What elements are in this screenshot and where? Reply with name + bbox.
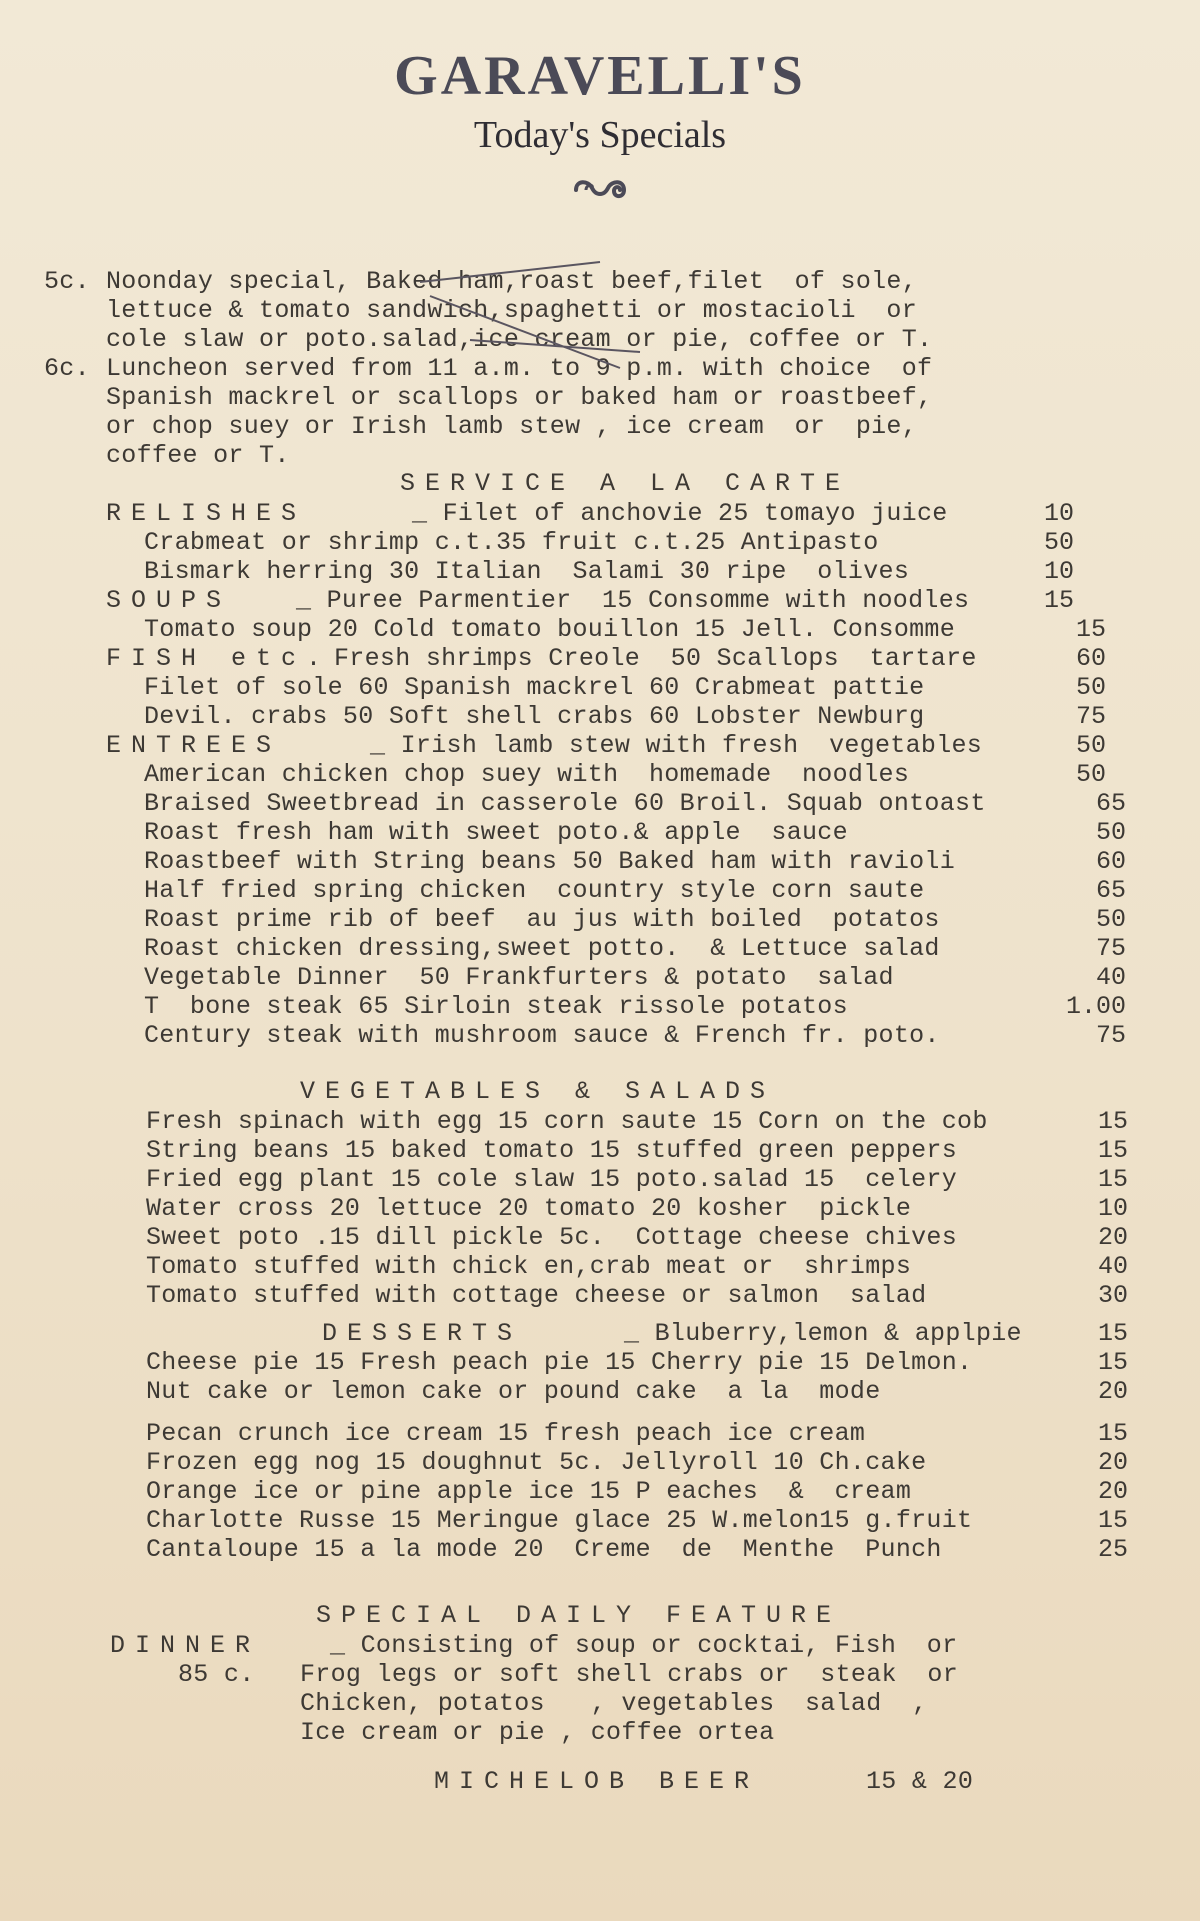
menu-item: Half fried spring chicken country style corn saute — [144, 876, 925, 905]
luncheon-line: Luncheon served from 11 a.m. to 9 p.m. with choice of — [106, 354, 933, 383]
menu-item: Frozen egg nog 15 doughnut 5c. Jellyroll 10 Ch.cake — [146, 1448, 927, 1477]
menu-item: Filet of sole 60 Spanish mackrel 60 Crabmeat pattie — [144, 673, 925, 702]
menu-item: T bone steak 65 Sirloin steak rissole potatos — [144, 992, 848, 1021]
section-label-entrees: ENTREES — [106, 731, 282, 760]
item-price: 15 — [1097, 1419, 1128, 1448]
feature-line: Chicken, potatos , vegetables salad , — [300, 1689, 928, 1718]
noonday-line: cole slaw or poto.salad,ice cream or pie, coffee or T. — [106, 325, 933, 354]
feature-line: Frog legs or soft shell crabs or steak or — [300, 1660, 959, 1689]
menu-item: Tomato stuffed with chick en,crab meat or shrimps — [146, 1252, 912, 1281]
menu-item: Tomato stuffed with cottage cheese or salmon salad — [146, 1281, 927, 1310]
menu-item: _ Filet of anchovie 25 tomayo juice — [412, 499, 948, 528]
section-label-fish: FISH etc. — [106, 644, 332, 673]
luncheon-price: 6c. — [44, 354, 90, 383]
item-price: 60 — [1075, 644, 1106, 673]
item-price: 25 — [1097, 1535, 1128, 1564]
item-price: 75 — [1075, 702, 1106, 731]
restaurant-name: GARAVELLI'S — [394, 45, 806, 107]
menu-item: Roast chicken dressing,sweet potto. & Lettuce salad — [144, 934, 940, 963]
menu-item: Century steak with mushroom sauce & French fr. poto. — [144, 1021, 940, 1050]
item-price: 65 — [1095, 789, 1126, 818]
menu-item: Pecan crunch ice cream 15 fresh peach ice cream — [146, 1419, 866, 1448]
noonday-line: lettuce & tomato sandwich,spaghetti or mostacioli or — [106, 296, 918, 325]
menu-item: Tomato soup 20 Cold tomato bouillon 15 Jell. Consomme — [144, 615, 956, 644]
feature-price: 85 c. — [178, 1660, 255, 1689]
item-price: 15 — [1075, 615, 1106, 644]
feature-label: DINNER — [110, 1631, 261, 1660]
item-price: 50 — [1095, 818, 1126, 847]
item-price: 75 — [1095, 934, 1126, 963]
menu-item: Cantaloupe 15 a la mode 20 Creme de Menthe Punch — [146, 1535, 942, 1564]
feature-line: Ice cream or pie , coffee ortea — [300, 1718, 775, 1747]
menu-subtitle: Today's Specials — [473, 114, 727, 156]
item-price: 15 — [1097, 1506, 1128, 1535]
menu-item: Vegetable Dinner 50 Frankfurters & potato salad — [144, 963, 894, 992]
menu-item: Orange ice or pine apple ice 15 P eaches & cream — [146, 1477, 912, 1506]
luncheon-line: coffee or T. — [106, 441, 290, 470]
section-label-soups: SOUPS — [106, 586, 232, 615]
luncheon-line: or chop suey or Irish lamb stew , ice cream or pie, — [106, 412, 918, 441]
beer-label: MICHELOB BEER — [434, 1767, 760, 1796]
menu-item: String beans 15 baked tomato 15 stuffed green peppers — [146, 1136, 958, 1165]
menu-item: Devil. crabs 50 Soft shell crabs 60 Lobster Newburg — [144, 702, 925, 731]
menu-item: _ Irish lamb stew with fresh vegetables — [370, 731, 983, 760]
item-price: 60 — [1095, 847, 1126, 876]
section-label-relishes: RELISHES — [106, 499, 307, 528]
menu-item: Fresh spinach with egg 15 corn saute 15 Corn on the cob — [146, 1107, 988, 1136]
menu-item: Cheese pie 15 Fresh peach pie 15 Cherry pie 15 Delmon. — [146, 1348, 973, 1377]
menu-item: Sweet poto .15 dill pickle 5c. Cottage cheese chives — [146, 1223, 958, 1252]
item-price: 20 — [1097, 1223, 1128, 1252]
item-price: 50 — [1075, 731, 1106, 760]
menu-item: Bismark herring 30 Italian Salami 30 ripe olives — [144, 557, 910, 586]
menu-item: _ Puree Parmentier 15 Consomme with noodles — [296, 586, 970, 615]
item-price: 50 — [1075, 673, 1106, 702]
vegetables-heading: VEGETABLES & SALADS — [300, 1077, 776, 1106]
item-price: 15 — [1097, 1136, 1128, 1165]
item-price: 15 — [1097, 1165, 1128, 1194]
menu-item: Fresh shrimps Creole 50 Scallops tartare — [334, 644, 977, 673]
item-price: 30 — [1097, 1281, 1128, 1310]
item-price: 20 — [1097, 1448, 1128, 1477]
menu-item: Roast prime rib of beef au jus with boiled potatos — [144, 905, 940, 934]
noonday-price: 5c. — [44, 267, 90, 296]
item-price: 50 — [1095, 905, 1126, 934]
menu-item: Fried egg plant 15 cole slaw 15 poto.salad 15 celery — [146, 1165, 958, 1194]
item-price: 15 — [1097, 1319, 1128, 1348]
menu-item: Charlotte Russe 15 Meringue glace 25 W.melon15 g.fruit — [146, 1506, 973, 1535]
feature-line: _ Consisting of soup or cocktai, Fish or — [330, 1631, 958, 1660]
item-price: 1.00 — [1065, 992, 1126, 1021]
menu-item: Roast fresh ham with sweet poto.& apple sauce — [144, 818, 848, 847]
menu-item: _ Bluberry,lemon & applpie — [624, 1319, 1022, 1348]
item-price: 75 — [1095, 1021, 1126, 1050]
pen-strikethrough — [0, 0, 1200, 500]
carte-heading: SERVICE A LA CARTE — [400, 469, 851, 498]
item-price: 20 — [1097, 1377, 1128, 1406]
item-price: 40 — [1095, 963, 1126, 992]
menu-item: Roastbeef with String beans 50 Baked ham with ravioli — [144, 847, 956, 876]
menu-item: Water cross 20 lettuce 20 tomato 20 kosher pickle — [146, 1194, 912, 1223]
beer-price: 15 & 20 — [866, 1767, 974, 1796]
item-price: 10 — [1043, 557, 1074, 586]
item-price: 50 — [1043, 528, 1074, 557]
item-price: 15 — [1043, 586, 1074, 615]
luncheon-line: Spanish mackrel or scallops or baked ham or roastbeef, — [106, 383, 933, 412]
item-price: 15 — [1097, 1348, 1128, 1377]
menu-item: Nut cake or lemon cake or pound cake a la mode — [146, 1377, 881, 1406]
item-price: 40 — [1097, 1252, 1128, 1281]
item-price: 50 — [1075, 760, 1106, 789]
menu-item: Braised Sweetbread in casserole 60 Broil. Squab ontoast — [144, 789, 986, 818]
item-price: 65 — [1095, 876, 1126, 905]
desserts-heading: DESSERTS — [322, 1319, 523, 1348]
feature-heading: SPECIAL DAILY FEATURE — [316, 1601, 842, 1630]
menu-item: Crabmeat or shrimp c.t.35 fruit c.t.25 Antipasto — [144, 528, 879, 557]
item-price: 20 — [1097, 1477, 1128, 1506]
menu-item: American chicken chop suey with homemade noodles — [144, 760, 910, 789]
item-price: 15 — [1097, 1107, 1128, 1136]
item-price: 10 — [1097, 1194, 1128, 1223]
item-price: 10 — [1043, 499, 1074, 528]
noonday-line: Noonday special, Baked ham,roast beef,filet of sole, — [106, 267, 918, 296]
